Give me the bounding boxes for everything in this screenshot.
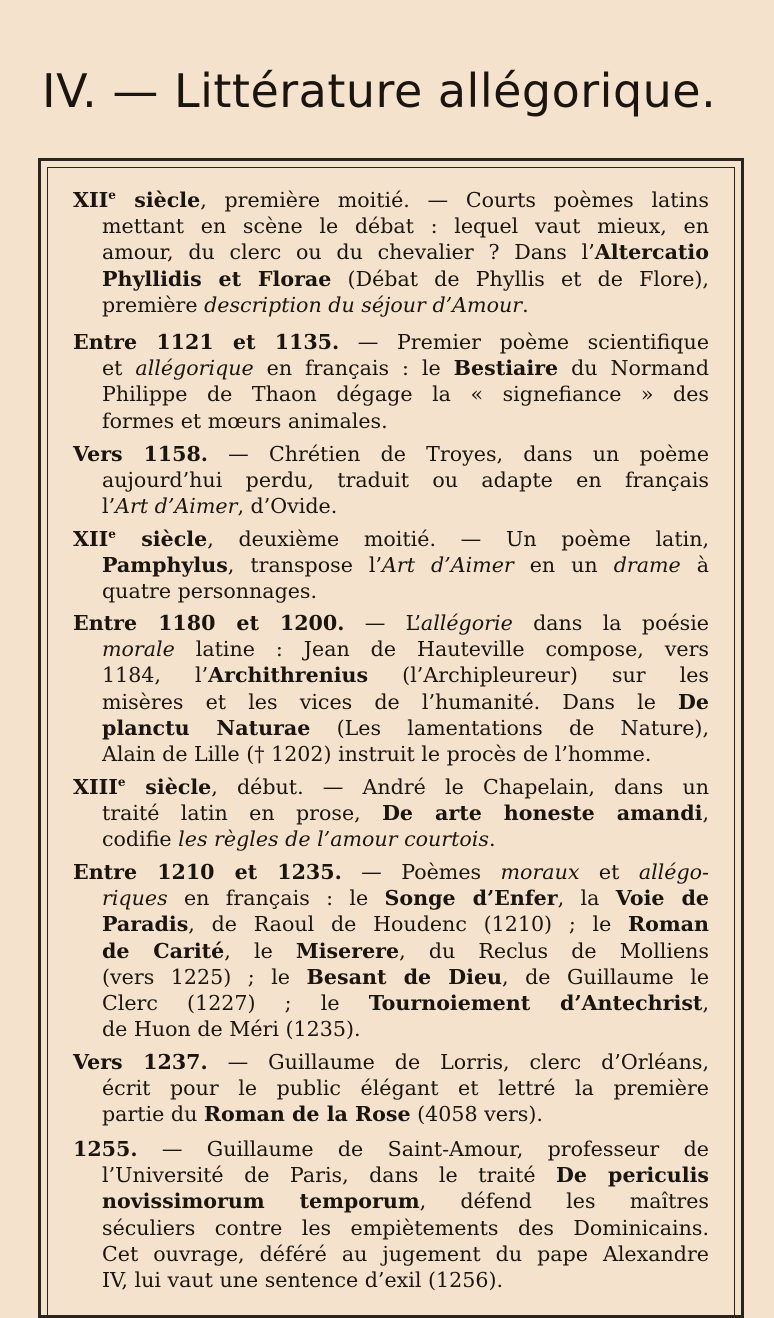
work-title: De periculis [556, 1163, 709, 1188]
entry-date: Entre 1180 et 1200. [73, 611, 345, 635]
chronology-entry-1237 [73, 1049, 709, 1128]
chronology-entry-1158 [73, 441, 709, 520]
entry-date-suffix: siècle [115, 188, 201, 212]
ordinal-superscript: e [108, 188, 116, 202]
chronology-entry-1255 [73, 1136, 709, 1293]
entry-text: , défend les maîtres [419, 1189, 709, 1214]
entry-text: (Les lamentations de Nature), [310, 715, 709, 740]
work-title: Roman de la Rose [203, 1102, 411, 1127]
entry-text: — Guillaume de Saint-Amour, professeur de [137, 1137, 709, 1161]
entry-text: (4058 vers). [410, 1102, 543, 1127]
entry-text: , la [557, 886, 616, 911]
entry-text: de Huon de Méri (1235). [102, 1017, 361, 1042]
emphasis-text: drame [613, 553, 681, 578]
emphasis-text: Art d’Aimer [115, 494, 238, 519]
entry-text: latine : Jean de Hauteville compose, vers [174, 637, 709, 662]
entry-text: — L’ [344, 611, 421, 635]
work-title: De [678, 689, 709, 714]
entry-text: (vers 1225) ; le [102, 964, 307, 989]
entry-text: en un [513, 553, 614, 578]
work-title: planctu Naturae [102, 715, 311, 740]
entry-text: Clerc (1227) ; le [102, 991, 369, 1016]
entry-date: 1255. [73, 1137, 138, 1161]
entry-text: dans la poésie [512, 611, 709, 635]
chronology-entry-1121-1135 [73, 329, 709, 434]
work-title: De arte honeste amandi [382, 801, 703, 826]
work-title: Bestiaire [453, 356, 559, 381]
entry-text: , [702, 801, 709, 826]
entry-text: codifie [102, 827, 179, 852]
entry-text: , [702, 991, 709, 1016]
entry-text: , de Raoul de Houdenc (1210) ; le [188, 912, 629, 937]
entry-date-suffix: siècle [125, 775, 212, 799]
work-title: novissimorum temporum [102, 1189, 420, 1214]
entry-text: IV, lui vaut une sentence d’exil (1256). [102, 1268, 504, 1293]
work-title: Voie de [615, 886, 709, 911]
entry-date-suffix: siècle [115, 527, 208, 551]
entry-text: . [522, 292, 529, 317]
entry-text: première [102, 292, 205, 317]
emphasis-text: description du séjour d’Amour [204, 292, 523, 317]
entry-text: (l’Archipleureur) sur les [368, 663, 709, 688]
entry-text: séculiers contre les empiètements des Dominicains. [102, 1215, 709, 1240]
entry-text: , d’Ovide. [237, 494, 338, 519]
emphasis-text: Art d’Aimer [382, 553, 514, 578]
entry-text: l’Université de Paris, dans le traité [102, 1163, 557, 1188]
entry-text: — Guillaume de Lorris, clerc d’Orléans, [207, 1050, 709, 1074]
entry-text: , du Reclus de Molliens [399, 938, 709, 963]
entry-text: (Débat de Phyllis et de Flore), [331, 266, 709, 291]
entry-text: , première moitié. — Courts poèmes latins [200, 188, 710, 212]
chronology-entry-1210-1235 [73, 859, 709, 1042]
entry-text: , le [224, 938, 296, 963]
entry-text: , deuxième moitié. — Un poème latin, [207, 527, 710, 551]
work-title: Pamphylus [102, 553, 228, 578]
entry-text: du Normand [558, 356, 710, 381]
work-title: Archithrenius [208, 663, 369, 688]
entry-text: amour, du clerc ou du chevalier ? Dans l’ [102, 240, 595, 265]
emphasis-text: les règles de l’amour courtois [178, 827, 489, 852]
chronology-entry-1180-1200 [73, 610, 709, 767]
emphasis-text: morale [102, 637, 175, 662]
work-title: Roman [628, 912, 709, 937]
work-title: Songe d’Enfer [384, 886, 558, 911]
chronology-entry-12th-century-second-half [73, 526, 709, 605]
work-title: Tournoiement d’Antechrist [368, 991, 703, 1016]
entry-text: , début. — André le Chapelain, dans un [211, 775, 709, 799]
emphasis-text: riques [102, 886, 168, 911]
chronology-entry-13th-century-start [73, 774, 709, 853]
entry-text: . [488, 827, 496, 852]
entry-date: XIII [73, 775, 118, 799]
emphasis-text: allégo- [638, 860, 709, 884]
entry-date: Entre 1210 et 1235. [73, 860, 342, 884]
entry-text: — Poèmes [341, 860, 501, 884]
entry-text: quatre personnages. [102, 579, 318, 604]
entry-date: XII [73, 188, 109, 212]
entry-text: , de Guillaume le [502, 964, 710, 989]
work-title: Besant de Dieu [306, 964, 503, 989]
work-title: Altercatio [594, 240, 709, 265]
entry-text: aujourd’hui perdu, traduit ou adapte en français [102, 468, 709, 493]
entry-text: Philippe de Thaon dégage la « signefiance » des [102, 382, 709, 407]
entry-date: XII [73, 527, 109, 551]
entry-text: , transpose l’ [227, 553, 383, 578]
entry-text: et [579, 860, 639, 884]
entry-date: Vers 1158. [73, 442, 208, 466]
ordinal-superscript: e [117, 775, 126, 789]
entry-text: Alain de Lille († 1202) instruit le procès de l’homme. [102, 742, 652, 767]
work-title: Phyllidis et Florae [102, 266, 332, 291]
entry-text: en français : le [167, 886, 385, 911]
work-title: Paradis [102, 912, 189, 937]
entry-text: partie du [102, 1102, 204, 1127]
entry-text: en français : le [253, 356, 454, 381]
page-title: IV. — Littérature allégorique. [42, 64, 717, 118]
entry-date: Vers 1237. [73, 1050, 208, 1074]
entry-text: mettant en scène le débat : lequel vaut mieux, en [102, 214, 709, 239]
entry-text: à [680, 553, 709, 578]
entry-text: traité latin en prose, [102, 801, 383, 826]
entry-text: et [102, 356, 136, 381]
entry-text: — Premier poème scientifique [339, 330, 710, 354]
emphasis-text: moraux [500, 860, 580, 884]
entry-date: Entre 1121 et 1135. [73, 330, 340, 354]
entry-text: — Chrétien de Troyes, dans un poème [207, 442, 709, 466]
entry-text: misères et les vices de l’humanité. Dans le [102, 689, 679, 714]
ordinal-superscript: e [108, 527, 116, 541]
entry-text: l’ [102, 494, 116, 519]
entry-text: 1184, l’ [102, 663, 209, 688]
chronology-entry-12th-century-first-half [73, 187, 709, 318]
work-title: de Carité [102, 938, 225, 963]
entry-text: formes et mœurs animales. [102, 408, 388, 433]
work-title: Miserere [295, 938, 400, 963]
entry-text: Cet ouvrage, déféré au jugement du pape Alexandre [102, 1241, 709, 1266]
entry-text: écrit pour le public élégant et lettré la première [102, 1076, 709, 1101]
emphasis-text: allégorie [420, 611, 513, 635]
emphasis-text: allégorique [135, 356, 254, 381]
